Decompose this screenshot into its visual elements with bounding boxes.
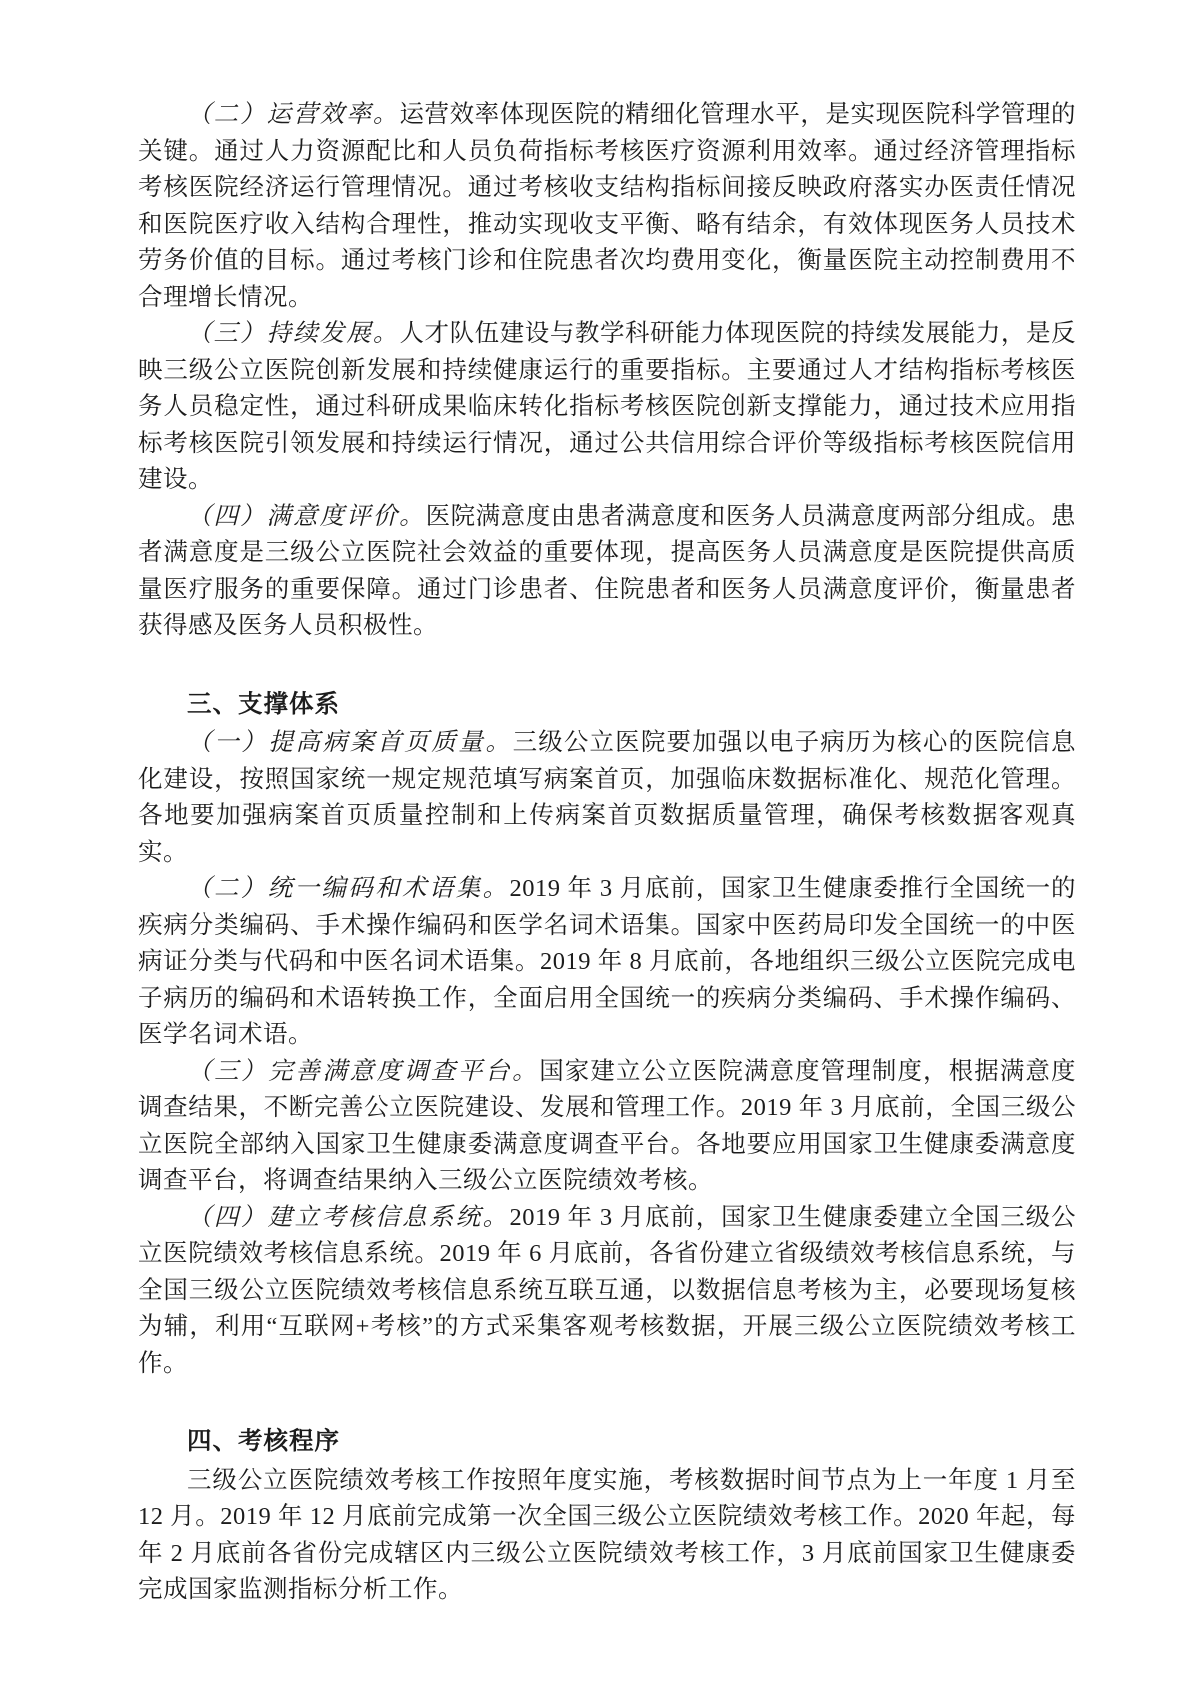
item-lead-label: （三）持续发展。 bbox=[187, 320, 400, 347]
section-heading: 三、支撑体系 bbox=[187, 690, 340, 718]
paragraph: （四）满意度评价。医院满意度由患者满意度和医务人员满意度两部分组成。患者满意度是三级公立医院社会效益的重要体现，提高医务人员满意度是医院提供高质量医疗服务的重要保障。通过门诊患者、住院患者和医务人员满意度评价，衡量患者获得感及医务人员积极性。 bbox=[138, 502, 1077, 639]
item-lead-label: （二）运营效率。 bbox=[187, 101, 400, 128]
paragraph: （二）统一编码和术语集。2019 年 3 月底前，国家卫生健康委推行全国统一的疾病分类编码、手术操作编码和医学名词术语集。国家中医药局印发全国统一的中医病证分类与代码和中医名词术语集。2019 年 8 月底前，各地组织三级公立医院完成电子病历的编码和术语转换工作，全面启用全国统一的疾病分类编码、手术操作编码、医学名词术语。 bbox=[138, 875, 1076, 1048]
item-lead-label: （二）统一编码和术语集。 bbox=[187, 875, 510, 902]
item-lead-label: （三）完善满意度调查平台。 bbox=[187, 1057, 540, 1085]
paragraph: （二）运营效率。运营效率体现医院的精细化管理水平，是实现医院科学管理的关键。通过人力资源配比和人员负荷指标考核医疗资源利用效率。通过经济管理指标考核医院经济运行管理情况。通过考核收支结构指标间接反映政府落实办医责任情况和医院医疗收入结构合理性，推动实现收支平衡、略有结余，有效体现医务人员技术劳务价值的目标。通过考核门诊和住院患者次均费用变化，衡量医院主动控制费用不合理增长情况。 bbox=[138, 101, 1077, 311]
item-lead-label: （四）建立考核信息系统。 bbox=[187, 1203, 510, 1231]
paragraph: 三级公立医院绩效考核工作按照年度实施，考核数据时间节点为上一年度 1 月至 12 月。2019 年 12 月底前完成第一次全国三级公立医院绩效考核工作。2020 年起，每年 2 月底前各省份完成辖区内三级公立医院绩效考核工作，3 月底前国家卫生健康委完成国家监测指标分析工作。 bbox=[138, 1466, 1076, 1603]
paragraph: （三）持续发展。人才队伍建设与教学科研能力体现医院的持续发展能力，是反映三级公立医院创新发展和持续健康运行的重要指标。主要通过人才结构指标考核医务人员稳定性，通过科研成果临床转化指标考核医院创新支撑能力，通过技术应用指标考核医院引领发展和持续运行情况，通过公共信用综合评价等级指标考核医院信用建设。 bbox=[138, 320, 1077, 493]
item-lead-label: （一）提高病案首页质量。 bbox=[187, 729, 513, 756]
item-lead-label: （四）满意度评价。 bbox=[187, 502, 426, 530]
paragraph: （四）建立考核信息系统。2019 年 3 月底前，国家卫生健康委建立全国三级公立医院绩效考核信息系统。2019 年 6 月底前，各省份建立省级绩效考核信息系统，与全国三级公立医院绩效考核信息系统互联互通，以数据信息考核为主，必要现场复核为辅，利用“互联网+考核”的方式采集客观考核数据，开展三级公立医院绩效考核工作。 bbox=[138, 1203, 1076, 1377]
document-body bbox=[138, 97, 1076, 1609]
paragraph: （三）完善满意度调查平台。国家建立公立医院满意度管理制度，根据满意度调查结果，不断完善公立医院建设、发展和管理工作。2019 年 3 月底前，全国三级公立医院全部纳入国家卫生健康委满意度调查平台。各地要应用国家卫生健康委满意度调查平台，将调查结果纳入三级公立医院绩效考核。 bbox=[138, 1057, 1077, 1194]
paragraph: （一）提高病案首页质量。三级公立医院要加强以电子病历为核心的医院信息化建设，按照国家统一规定规范填写病案首页，加强临床数据标准化、规范化管理。各地要加强病案首页质量控制和上传病案首页数据质量管理，确保考核数据客观真实。 bbox=[138, 729, 1077, 866]
section-heading: 四、考核程序 bbox=[187, 1428, 340, 1455]
